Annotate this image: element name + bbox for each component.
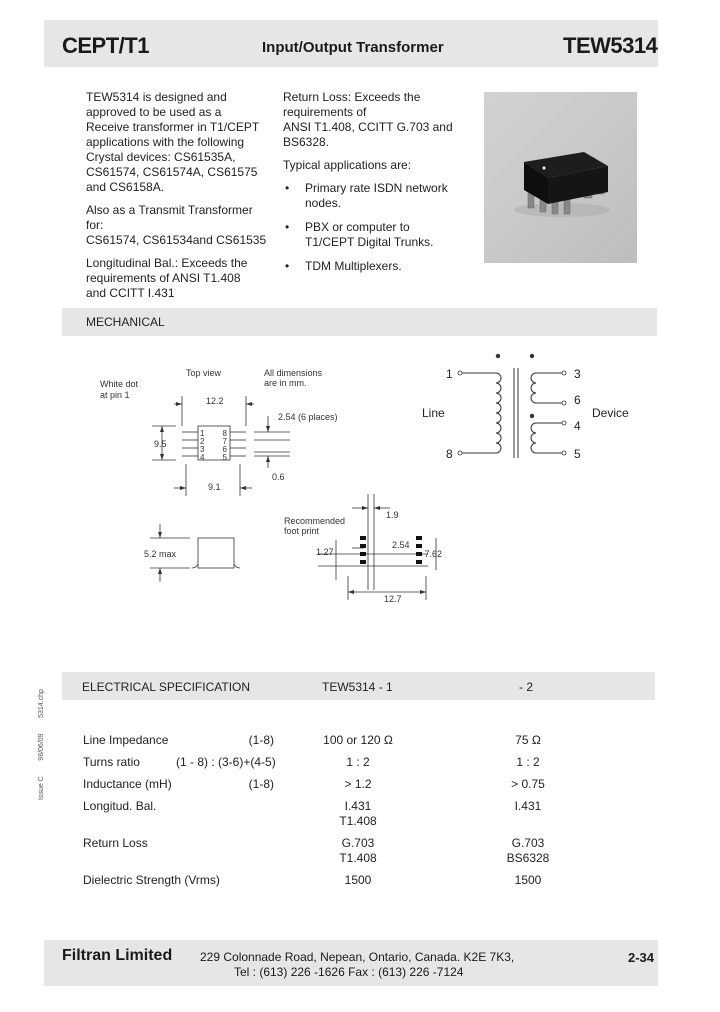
pin-number: 8: [222, 429, 227, 438]
value-line: 1 : 2: [346, 755, 370, 769]
fp-dim-1-9: 1.9: [386, 510, 399, 520]
application-item: [283, 181, 473, 211]
dim-2-54: 2.54 (6 places): [278, 412, 338, 422]
value-line: T1.408: [339, 851, 377, 865]
schematic-pin-3: 3: [574, 367, 581, 381]
application-item: [283, 259, 473, 274]
text-line: TEW5314 is designed and: [86, 90, 227, 104]
footprint-label-1: Recommended: [284, 516, 346, 526]
side-revision-text: Issue C 98/06/09 5314.chp: [38, 689, 45, 800]
spec-pins: (1 - 8) : (3-6)+(4-5): [176, 755, 276, 769]
text-line: CS61574, CS61574A, CS61575: [86, 165, 258, 179]
spec-value-1: [300, 733, 416, 748]
polarity-dot: [530, 414, 534, 418]
spec-value-1: [300, 755, 416, 770]
footer-address: 229 Colonnade Road, Nepean, Ontario, Canada. K2E 7K3,: [200, 950, 515, 964]
spec-parameter: Dielectric Strength (Vrms): [83, 873, 220, 887]
application-item: [283, 220, 473, 250]
pin-numbers-right: [223, 429, 228, 462]
header-title: Input/Output Transformer: [262, 39, 444, 56]
schematic-line-label: Line: [422, 406, 445, 420]
text-line: requirements of ANSI T1.408: [86, 271, 241, 285]
white-dot-label-1: White dot: [100, 379, 139, 389]
product-photo: [484, 92, 637, 263]
spec-value-1: [300, 777, 416, 792]
footer-page-number: 2-34: [628, 950, 655, 965]
spec-value-2: [480, 836, 576, 866]
schematic-pin-6: 6: [574, 393, 581, 407]
footer-phone: Tel : (613) 226 -1626 Fax : (613) 226 -7124: [234, 965, 464, 979]
intro-paragraph: [86, 256, 276, 301]
spec-parameter: Line Impedance: [83, 733, 169, 747]
text-line: and CCITT I.431: [86, 286, 175, 300]
mechanical-title: MECHANICAL: [86, 315, 165, 329]
mechanical-drawing: [90, 360, 450, 610]
schematic-pin-4: 4: [574, 419, 581, 433]
pin-number: 6: [222, 445, 227, 454]
secondary-winding-1: [531, 373, 536, 403]
smd-transformer-photo-icon: [484, 92, 637, 263]
text-line: Return Loss: Exceeds the: [283, 90, 421, 104]
typical-applications-heading: Typical applications are:: [283, 158, 412, 172]
spec-pins: (1-8): [248, 733, 274, 747]
footprint-pads: [360, 536, 422, 564]
intro-paragraph: [86, 90, 276, 195]
value-line: BS6328: [506, 851, 550, 865]
fp-dim-12-7: 12.7: [384, 594, 402, 604]
text-line: Crystal devices: CS61535A,: [86, 150, 236, 164]
electrical-col-1: TEW5314 - 1: [322, 680, 393, 694]
header-category: CEPT/T1: [62, 33, 149, 58]
applications-list: [283, 181, 473, 274]
text-line: approved to be used as a: [86, 105, 222, 119]
text-line: Longitudinal Bal.: Exceeds the: [86, 256, 248, 270]
schematic-device-label: Device: [592, 406, 629, 420]
text-line: BS6328.: [283, 135, 330, 149]
value-line: 1 : 2: [516, 755, 540, 769]
polarity-dot: [530, 354, 534, 358]
dim-9-1: 9.1: [208, 482, 221, 492]
text-line: ANSI T1.408, CCITT G.703 and: [283, 120, 453, 134]
fp-dim-7-62: 7.62: [424, 549, 442, 559]
text-line: Primary rate ISDN network: [305, 181, 448, 195]
text-line: applications with the following: [86, 135, 245, 149]
text-line: for:: [86, 218, 104, 232]
text-line: and CS6158A.: [86, 180, 165, 194]
footer-company: Filtran Limited: [62, 947, 173, 964]
schematic-pin-5: 5: [574, 447, 581, 461]
text-line: Also as a Transmit Transformer: [86, 203, 253, 217]
polarity-dot: [496, 354, 500, 358]
spec-parameter: Inductance (mH): [83, 777, 172, 791]
text-line: nodes.: [305, 196, 342, 210]
dim-9-5: 9.5: [154, 439, 167, 449]
spec-value-2: [480, 755, 576, 770]
dim-5-2-max: 5.2 max: [144, 549, 177, 559]
return-loss-paragraph: [283, 90, 473, 150]
top-view-label: Top view: [186, 368, 222, 378]
package-side-view: [198, 538, 234, 568]
text-line: CS61574, CS61534and CS61535: [86, 233, 267, 247]
pin-number: 7: [222, 437, 227, 446]
pin-number: 5: [222, 453, 227, 462]
value-line: I.431: [344, 799, 372, 813]
pin-number: 2: [200, 437, 205, 446]
value-line: G.703: [341, 836, 375, 850]
fp-dim-2-54: 2.54: [392, 540, 410, 550]
primary-winding: [496, 373, 501, 453]
footprint-label-2: foot print: [284, 526, 320, 536]
spec-parameter: Longitud. Bal.: [83, 799, 157, 813]
text-line: Receive transformer in T1/CEPT: [86, 120, 260, 134]
value-line: 1500: [514, 873, 542, 887]
electrical-title: ELECTRICAL SPECIFICATION: [82, 680, 251, 694]
value-line: 100 or 120 Ω: [323, 733, 393, 747]
spec-parameter: Turns ratio: [83, 755, 140, 769]
value-line: 1500: [344, 873, 372, 887]
text-line: requirements of: [283, 105, 367, 119]
schematic-pin-8: 8: [446, 447, 453, 461]
spec-value-2: [480, 777, 576, 792]
value-line: G.703: [511, 836, 545, 850]
value-line: T1.408: [339, 814, 377, 828]
intro-column-1: [86, 90, 276, 309]
transformer-schematic: [418, 348, 633, 468]
dim-0-6: 0.6: [272, 472, 285, 482]
value-line: I.431: [514, 799, 542, 813]
text-line: PBX or computer to: [305, 220, 410, 234]
all-dims-label-1: All dimensions: [264, 368, 323, 378]
intro-paragraph: [86, 203, 276, 248]
pin-number: 4: [200, 453, 205, 462]
spec-parameter: Return Loss: [83, 836, 148, 850]
spec-value-2: [480, 733, 576, 748]
fp-dim-1-27: 1.27: [316, 547, 334, 557]
spec-value-1: [300, 836, 416, 866]
pin-number: 1: [200, 429, 205, 438]
intro-column-2: [283, 90, 473, 283]
spec-value-2: [480, 799, 576, 814]
all-dims-label-2: are in mm.: [264, 378, 307, 388]
spec-pins: (1-8): [248, 777, 274, 791]
value-line: > 1.2: [344, 777, 372, 791]
electrical-col-2: - 2: [519, 680, 534, 694]
header-part-number: TEW5314: [563, 33, 658, 58]
value-line: 75 Ω: [515, 733, 541, 747]
pin-number: 3: [200, 445, 205, 454]
schematic-pin-1: 1: [446, 367, 453, 381]
spec-value-1: [300, 799, 416, 829]
pin-numbers-left: [200, 429, 205, 462]
spec-value-1: [300, 873, 416, 888]
secondary-winding-2: [531, 423, 536, 453]
text-line: TDM Multiplexers.: [305, 259, 402, 273]
value-line: > 0.75: [511, 777, 545, 791]
spec-value-2: [480, 873, 576, 888]
text-line: T1/CEPT Digital Trunks.: [305, 235, 434, 249]
white-dot-label-2: at pin 1: [100, 390, 130, 400]
package-leads: [182, 432, 246, 456]
dim-12-2: 12.2: [206, 396, 224, 406]
